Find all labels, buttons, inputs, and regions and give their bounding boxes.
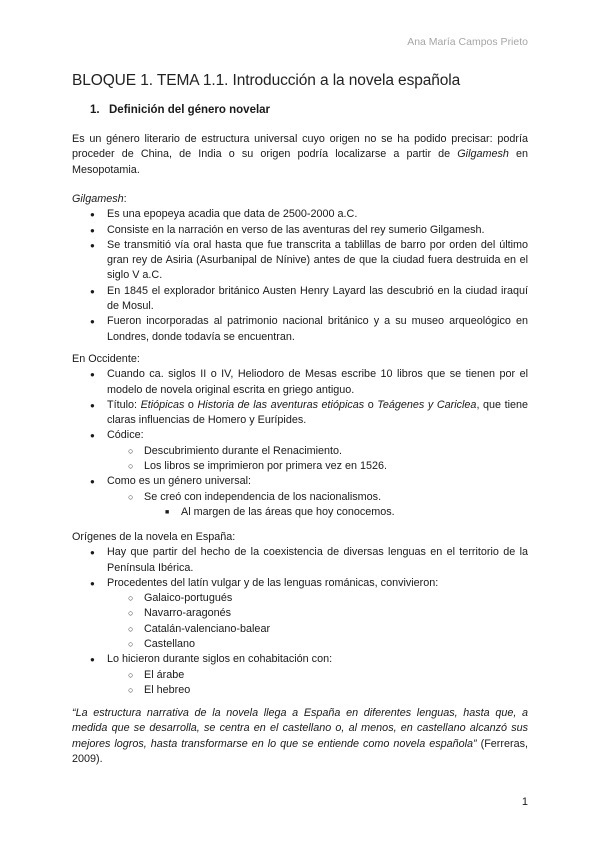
universal-sublist <box>107 490 528 521</box>
origenes-block <box>72 530 528 698</box>
list-item: ● Consiste en la narración en verso de las aventuras del rey sumerio Gilgamesh. <box>72 223 528 238</box>
gilgamesh-title-italic: Gilgamesh <box>72 193 124 205</box>
gilgamesh-block <box>72 192 528 345</box>
section-number: 1. <box>90 104 100 116</box>
list-item <box>72 652 528 698</box>
sub-sub-list-item: ■ Al margen de las áreas que hoy conocemos. <box>144 505 528 520</box>
universal-sub-text: Se creó con independencia de los nacionalismos. <box>144 490 382 503</box>
list-item: ● Cuando ca. siglos II o IV, Heliodoro de Mesas escribe 10 libros que se tienen por el modelo de novela original escrita en griego antiguo. <box>72 367 528 398</box>
sub-list-item: ○ El árabe <box>107 668 528 683</box>
list-item: ● Se transmitió vía oral hasta que fue transcrita a tablillas de barro por orden del último gran rey de Asiria (Asurbanipal de Nínive) antes de que la ciudad fuera destruida en el siglo V a.C. <box>72 238 528 284</box>
quote-paragraph <box>72 706 528 767</box>
quote-citation: (Ferreras, 2009). <box>72 737 529 765</box>
section-heading <box>90 104 270 116</box>
occidente-list <box>72 367 528 520</box>
list-item: ● Fueron incorporadas al patrimonio nacional británico y a su museo arqueológico en Londres, donde todavía se encuentran. <box>72 314 528 345</box>
intro-text-italic: Gilgamesh <box>457 148 509 161</box>
title-italic-2: Historia de las aventuras etiópicas <box>197 398 365 411</box>
lenguas-label: Procedentes del latín vulgar y de las lenguas románicas, convivieron: <box>107 576 439 589</box>
sub-list-item: ○ El hebreo <box>107 683 528 698</box>
gilgamesh-title-suffix: : <box>123 193 127 205</box>
intro-text-a: Es un género literario de estructura universal cuyo origen no se ha podido precisar: podría proceder de China, de India o su origen podría localizarse a partir de <box>72 133 528 161</box>
quote-text: “La estructura narrativa de la novela llega a España en diferentes lenguas, hasta que, a medida que se desarrolla, se centra en el castellano o, al menos, en castellano alcanzó sus mejores logros, hasta transformarse en lo que se entiende como novela española” <box>72 707 528 750</box>
list-item <box>72 398 528 429</box>
title-rest: , que tiene claras influencias de Homero y Eurípides. <box>107 398 528 427</box>
gilgamesh-title <box>72 192 528 207</box>
sub-list-item <box>107 490 528 521</box>
sub-list-item: ○ Navarro-aragonés <box>107 606 528 621</box>
lenguas-sublist <box>107 591 528 652</box>
sub-list-item: ○ Catalán-valenciano-balear <box>107 622 528 637</box>
occidente-block <box>72 352 528 520</box>
intro-paragraph <box>72 132 528 178</box>
occidente-title: En Occidente: <box>72 353 140 365</box>
title-sep-1: o <box>184 398 198 411</box>
page-title: BLOQUE 1. TEMA 1.1. Introducción a la novela española <box>72 72 461 89</box>
list-item <box>72 474 528 520</box>
sub-list-item: ○ Galaico-portugués <box>107 591 528 606</box>
page-number: 1 <box>521 796 528 808</box>
universal-label: Como es un género universal: <box>107 475 252 488</box>
header-author: Ana María Campos Prieto <box>407 36 528 48</box>
title-label: Título: <box>107 398 141 411</box>
sub-list-item: ○ Descubrimiento durante el Renacimiento. <box>107 444 528 459</box>
list-item <box>72 428 528 474</box>
cohabitacion-sublist <box>107 668 528 699</box>
codice-label: Códice: <box>107 429 144 442</box>
list-item: ● Hay que partir del hecho de la coexistencia de diversas lenguas en el territorio de la Península Ibérica. <box>72 545 528 576</box>
origenes-title: Orígenes de la novela en España: <box>72 531 236 543</box>
sub-list-item: ○ Castellano <box>107 637 528 652</box>
gilgamesh-list <box>72 207 528 345</box>
section-heading-text: Definición del género novelar <box>109 104 271 116</box>
sub-list-item: ○ Los libros se imprimieron por primera vez en 1526. <box>107 459 528 474</box>
cohabitacion-label: Lo hicieron durante siglos en cohabitación con: <box>107 653 333 666</box>
list-item <box>72 576 528 652</box>
list-item: ● En 1845 el explorador británico Austen Henry Layard las descubrió en la ciudad iraquí de Mosul. <box>72 284 528 315</box>
title-italic-3: Teágenes y Cariclea <box>377 398 477 411</box>
title-sep-2: o <box>364 398 378 411</box>
title-italic-1: Etiópicas <box>140 398 185 411</box>
universal-subsublist <box>144 505 528 520</box>
intro-text-b: en Mesopotamia. <box>72 148 529 176</box>
codice-sublist <box>107 444 528 475</box>
list-item: ● Es una epopeya acadia que data de 2500-2000 a.C. <box>72 207 528 222</box>
origenes-list <box>72 545 528 698</box>
